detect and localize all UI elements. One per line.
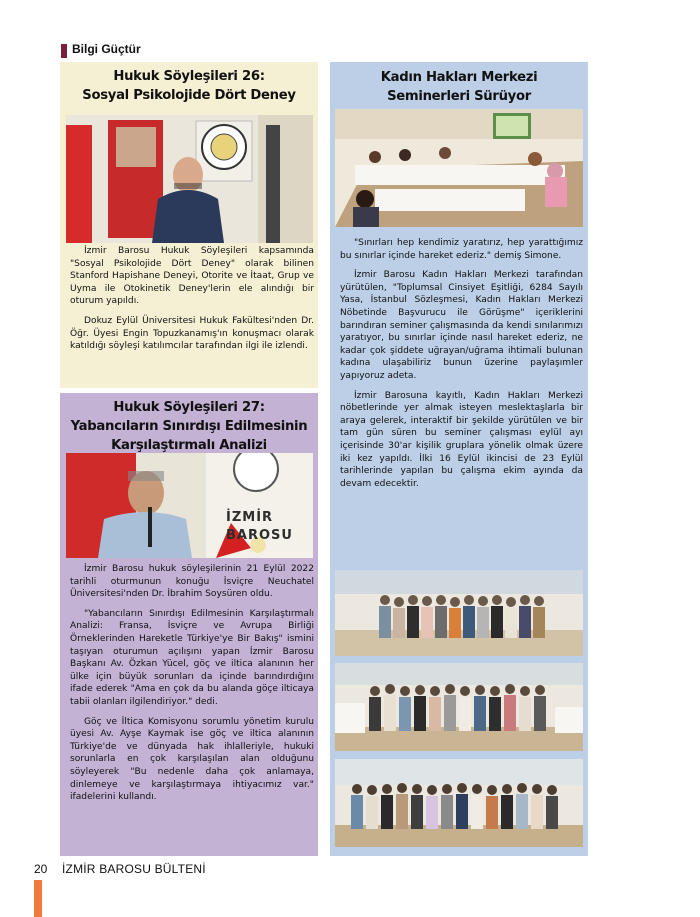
speaker-photo xyxy=(66,453,313,558)
article-body: İzmir Barosu Hukuk Söyleşileri kapsamında "Sosyal Psikolojide Dört Deney" olarak bilinen Stanford Hapishane Deneyi, Otorite ve İtaat, Grup ve Uyma ile Otokinetik Deney'lerin ele alındığı bir oturum yapıldı. Dokuz Eylül Üniversitesi Hukuk Fakültesi'nden Dr. Öğr. Üyesi Engin Topuzkanamış'ın konuşmacı olarak katıldığı söyleşi katılımcılar tarafından ilgi ile izlendi. xyxy=(70,246,314,352)
seminer-photo xyxy=(335,109,583,227)
article-body: İzmir Barosu hukuk söyleşilerinin 21 Eylül 2022 tarihli oturmunun konuğu İsviçre Neuchatel Üniversitesi'nden Dr. İbrahim Soysüren oldu. "Yabancıların Sınırdışı Edilmesinin Karşılaştırmalı Analizi: Fransa, İsviçre ve Avrupa Birliği Örneklerinden Hareketle Türkiye'ye Bir Bakış" ismini taşıyan oturumun açılışını yapan İzmir Barosu Başkanı Av. Özkan Yücel, göç ve iltica alanının her ülke için büyük sorunları da içinde barındırdığını ifade ederek "Ama en çok da bu alanda göçe ilticaya tabii olanları ilgilendiriyor." dedi. Göç ve İltica Komisyonu sorumlu yönetim kurulu üyesi Av. Ayşe Kaymak ise göç ve iltica alanının Türkiye'de ve dünyada hak ihlalleriyle, hukuki sorunlarla en çok karşılaşılan alan olduğunu söyleyerek "Bu nedenle daha çok anlamaya, dinlemeye ve karşılaştırmaya ihtiyacımız var." ifadelerini kullandı. xyxy=(70,564,314,803)
article-title: Hukuk Söyleşileri 27: Yabancıların Sınırdışı Edilmesinin Karşılaştırmalı Analizi xyxy=(70,400,308,453)
article-panel-deportation xyxy=(60,393,318,856)
photo-sign: İZMİR BAROSU xyxy=(226,510,293,543)
footer-accent-bar xyxy=(34,880,42,917)
article-title: Hukuk Söyleşileri 26: Sosyal Psikolojide Dört Deney xyxy=(82,69,296,103)
article-panel-womens-rights xyxy=(330,62,588,856)
article-title: Kadın Hakları Merkezi Seminerleri Sürüyor xyxy=(380,70,538,104)
article-panel-psychology xyxy=(60,62,318,388)
article-body: "Sınırları hep kendimiz yaratırız, hep yarattığımız bu sınırlar içinde hareket ederiz." demiş Simone. İzmir Barosu Kadın Hakları Merkezi tarafından yürütülen, "Toplumsal Cinsiyet Eşitliği, 6284 Sayılı Yasa, İstanbul Sözleşmesi, Kadın Hakları Merkezi Nöbetinde Başvurucu ile Görüşme" içeriklerini barındıran seminer çalışmasında da kendi sınılarımızı yaratıyor, bu sınırlar içinde nasıl hareket ederiz, ne kadar çok şiddete uğrayan/uğrama ihtimali bulunan kadına ulaşabiliriz bunun üzerine paylaşımler yapıyoruz adeta. İzmir Barosuna kayıtlı, Kadın Hakları Merkezi nöbetlerinde yer almak isteyen meslektaşlarla bir araya gelerek, interaktif bir şekilde yürütülen ve bir tam gün süren bu seminer çalışması eylül ayı içerisinde 30'ar kişilik gruplara yönelik olmak üzere iki kez yapıldı. İlki 16 Eylül ikincisi de 23 Eylül tarihlerinde yapılan bu çalışma ekim ayında da devam edecektir. xyxy=(340,238,583,489)
group-photo-2 xyxy=(335,663,583,751)
page-number: 20 xyxy=(34,862,48,876)
speaker-photo xyxy=(66,115,313,243)
section-tag: Bilgi Güçtür xyxy=(72,42,141,56)
section-tag-marker xyxy=(61,44,67,58)
publication-title: İZMİR BAROSU BÜLTENİ xyxy=(62,862,206,876)
group-photo-1 xyxy=(335,570,583,656)
group-photo-3 xyxy=(335,759,583,847)
